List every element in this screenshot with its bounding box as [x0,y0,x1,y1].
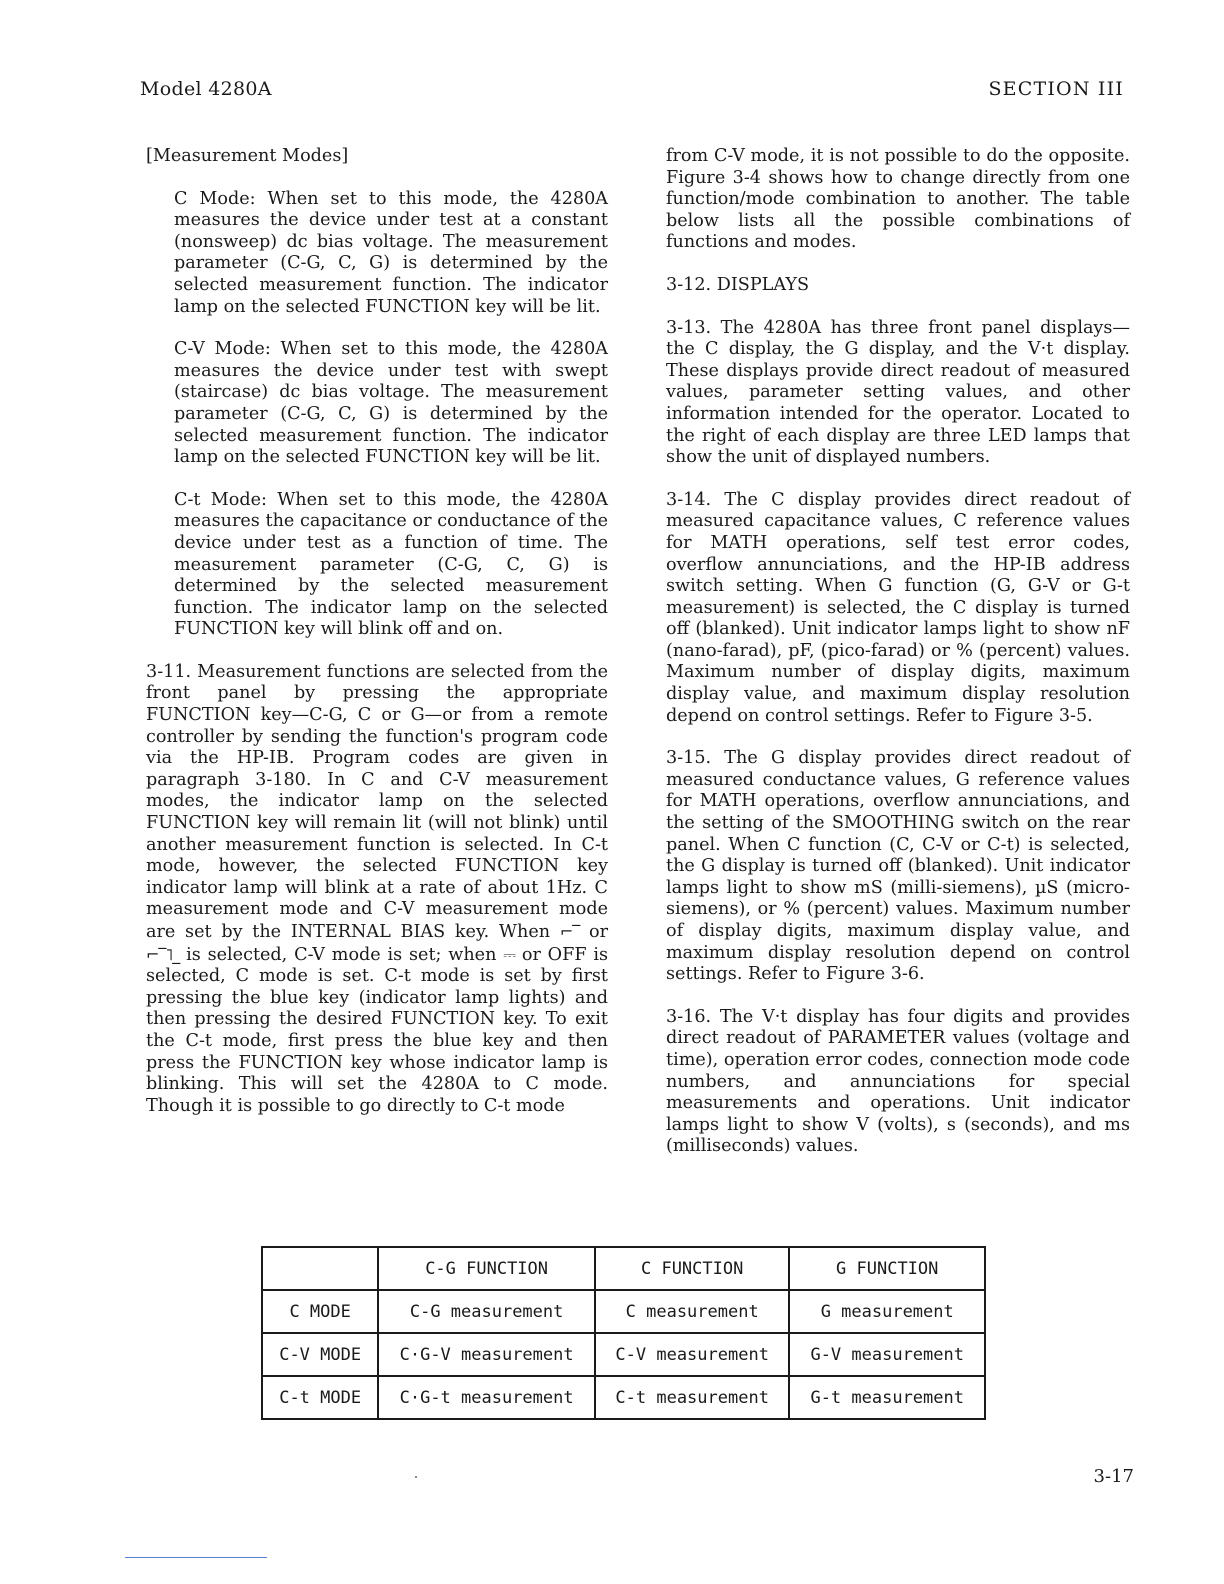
paragraph-3-11-part-a: 3-11. Measurement functions are selected from the front panel by pressing the appropriate FUNCTION key—C-G, C or G—or from a remote controller by sending the function's program code via the HP-IB. Program codes are given in paragraph 3-180. In C and C-V measurement modes, the indicator lamp on the selected FUNCTION key will remain lit (will not blink) until another measurement function is selected. In C-t mode, however, the selected FUNCTION key indicator lamp will blink at a rate of about 1Hz. C measurement mode and C-V measurement mode are set by the INTERNAL BIAS key. When [146,661,608,942]
paragraph-3-11-or: or [588,922,608,942]
table-header-cell: C FUNCTION [595,1247,790,1290]
right-column [666,146,1130,1158]
paragraph-3-11-part-c: or OFF is selected, C mode is set. C-t mode is set by first pressing the blue key (indicator lamp lights) and then pressing the desired FUNCTION key. To exit the C-t mode, first press the blue key and then press the FUNCTION key whose indicator lamp is blinking. This will set the 4280A to C mode. Though it is possible to go directly to C-t mode [146,944,609,1116]
table-cell: C-G measurement [378,1290,595,1333]
displays-heading: 3-12. DISPLAYS [666,274,810,295]
scan-mark [415,1476,417,1478]
table-cell: C·G-V measurement [378,1333,595,1376]
continuation-paragraph: from C-V mode, it is not possible to do the opposite. Figure 3-4 shows how to change directly from one function/mode combination to another. The table below lists all the possible combinations of functions and modes. [666,146,1130,253]
left-column [146,146,608,1117]
footer-rule [125,1557,267,1558]
table-header-cell: C-G FUNCTION [378,1247,595,1290]
staircase-sweep-icon: ⌐‾ [559,922,580,941]
table-cell: G-V measurement [789,1333,985,1376]
table-cell: C-V MODE [262,1333,378,1376]
table-cell: C·G-t measurement [378,1376,595,1419]
measurement-modes-heading: [Measurement Modes] [146,146,349,166]
table-cell: G-t measurement [789,1376,985,1419]
table-cell: C-V measurement [595,1333,790,1376]
table-row [262,1290,985,1333]
c-mode-paragraph: C Mode: When set to this mode, the 4280A measures the device under test at a constant (nonsweep) dc bias voltage. The measurement parameter (C-G, C, G) is determined by the selected measurement function. The indicator lamp on the selected FUNCTION key will be lit. [174,188,608,317]
paragraph-3-16: 3-16. The V·t display has four digits and provides direct readout of PARAMETER values (voltage and time), operation error codes, connection mode code numbers, and annunciations for special measurements and operations. Unit indicator lamps light to show V (volts), s (seconds), and ms (milliseconds) values. [666,1006,1130,1157]
table-header-cell: G FUNCTION [789,1247,985,1290]
table-cell: C-t measurement [595,1376,790,1419]
pulse-sweep-icon: ⌐‾˥_ [146,944,180,964]
paragraph-3-11 [146,662,608,1117]
cv-mode-paragraph: C-V Mode: When set to this mode, the 4280A measures the device under test with swept (staircase) dc bias voltage. The measurement parameter (C-G, C, G) is determined by the selected measurement function. The indicator lamp on the selected FUNCTION key will be lit. [174,339,608,468]
table-header-row [262,1247,985,1290]
header-model: Model 4280A [140,78,272,100]
dc-bias-icon: ⎓ [503,944,516,964]
ct-mode-paragraph: C-t Mode: When set to this mode, the 4280A measures the capacitance or conductance of the device under test as a function of time. The measurement parameter (C-G, C, G) is determined by the selected measurement function. The indicator lamp on the selected FUNCTION key will blink off and on. [174,489,608,640]
paragraph-3-11-part-b: is selected, C-V mode is set; when [186,944,497,965]
function-mode-table [261,1246,986,1420]
paragraph-3-13: 3-13. The 4280A has three front panel displays—the C display, the G display, and the V·t display. These displays provide direct readout of measured values, parameter setting values, and other information intended for the operator. Located to the right of each display are three LED lamps that show the unit of displayed numbers. [666,317,1130,468]
table-cell: G measurement [789,1290,985,1333]
table-row [262,1376,985,1419]
table-header-cell [262,1247,378,1290]
page-number: 3-17 [1093,1466,1134,1487]
paragraph-3-14: 3-14. The C display provides direct readout of measured capacitance values, C reference values for MATH operations, self test error codes, overflow annunciations, and the HP-IB address switch setting. When G function (G, G-V or G-t measurement) is selected, the C display is turned off (blanked). Unit indicator lamps light to show nF (nano-farad), pF, (pico-farad) or % (percent) values. Maximum number of display digits, maximum display value, and maximum display resolution depend on control settings. Refer to Figure 3-5. [666,489,1130,726]
table-cell: C MODE [262,1290,378,1333]
table-cell: C measurement [595,1290,790,1333]
header-section: SECTION III [988,78,1124,100]
table-cell: C-t MODE [262,1376,378,1419]
paragraph-3-15: 3-15. The G display provides direct readout of measured conductance values, G reference values for MATH operations, overflow annunciations, and the setting of the SMOOTHING switch on the rear panel. When C function (C, C-V or C-t) is selected, the G display is turned off (blanked). Unit indicator lamps light to show mS (milli-siemens), µS (micro-siemens), or % (percent) values. Maximum number of display digits, maximum display value, and maximum display resolution depend on control settings. Refer to Figure 3-6. [666,748,1130,985]
table-row [262,1333,985,1376]
